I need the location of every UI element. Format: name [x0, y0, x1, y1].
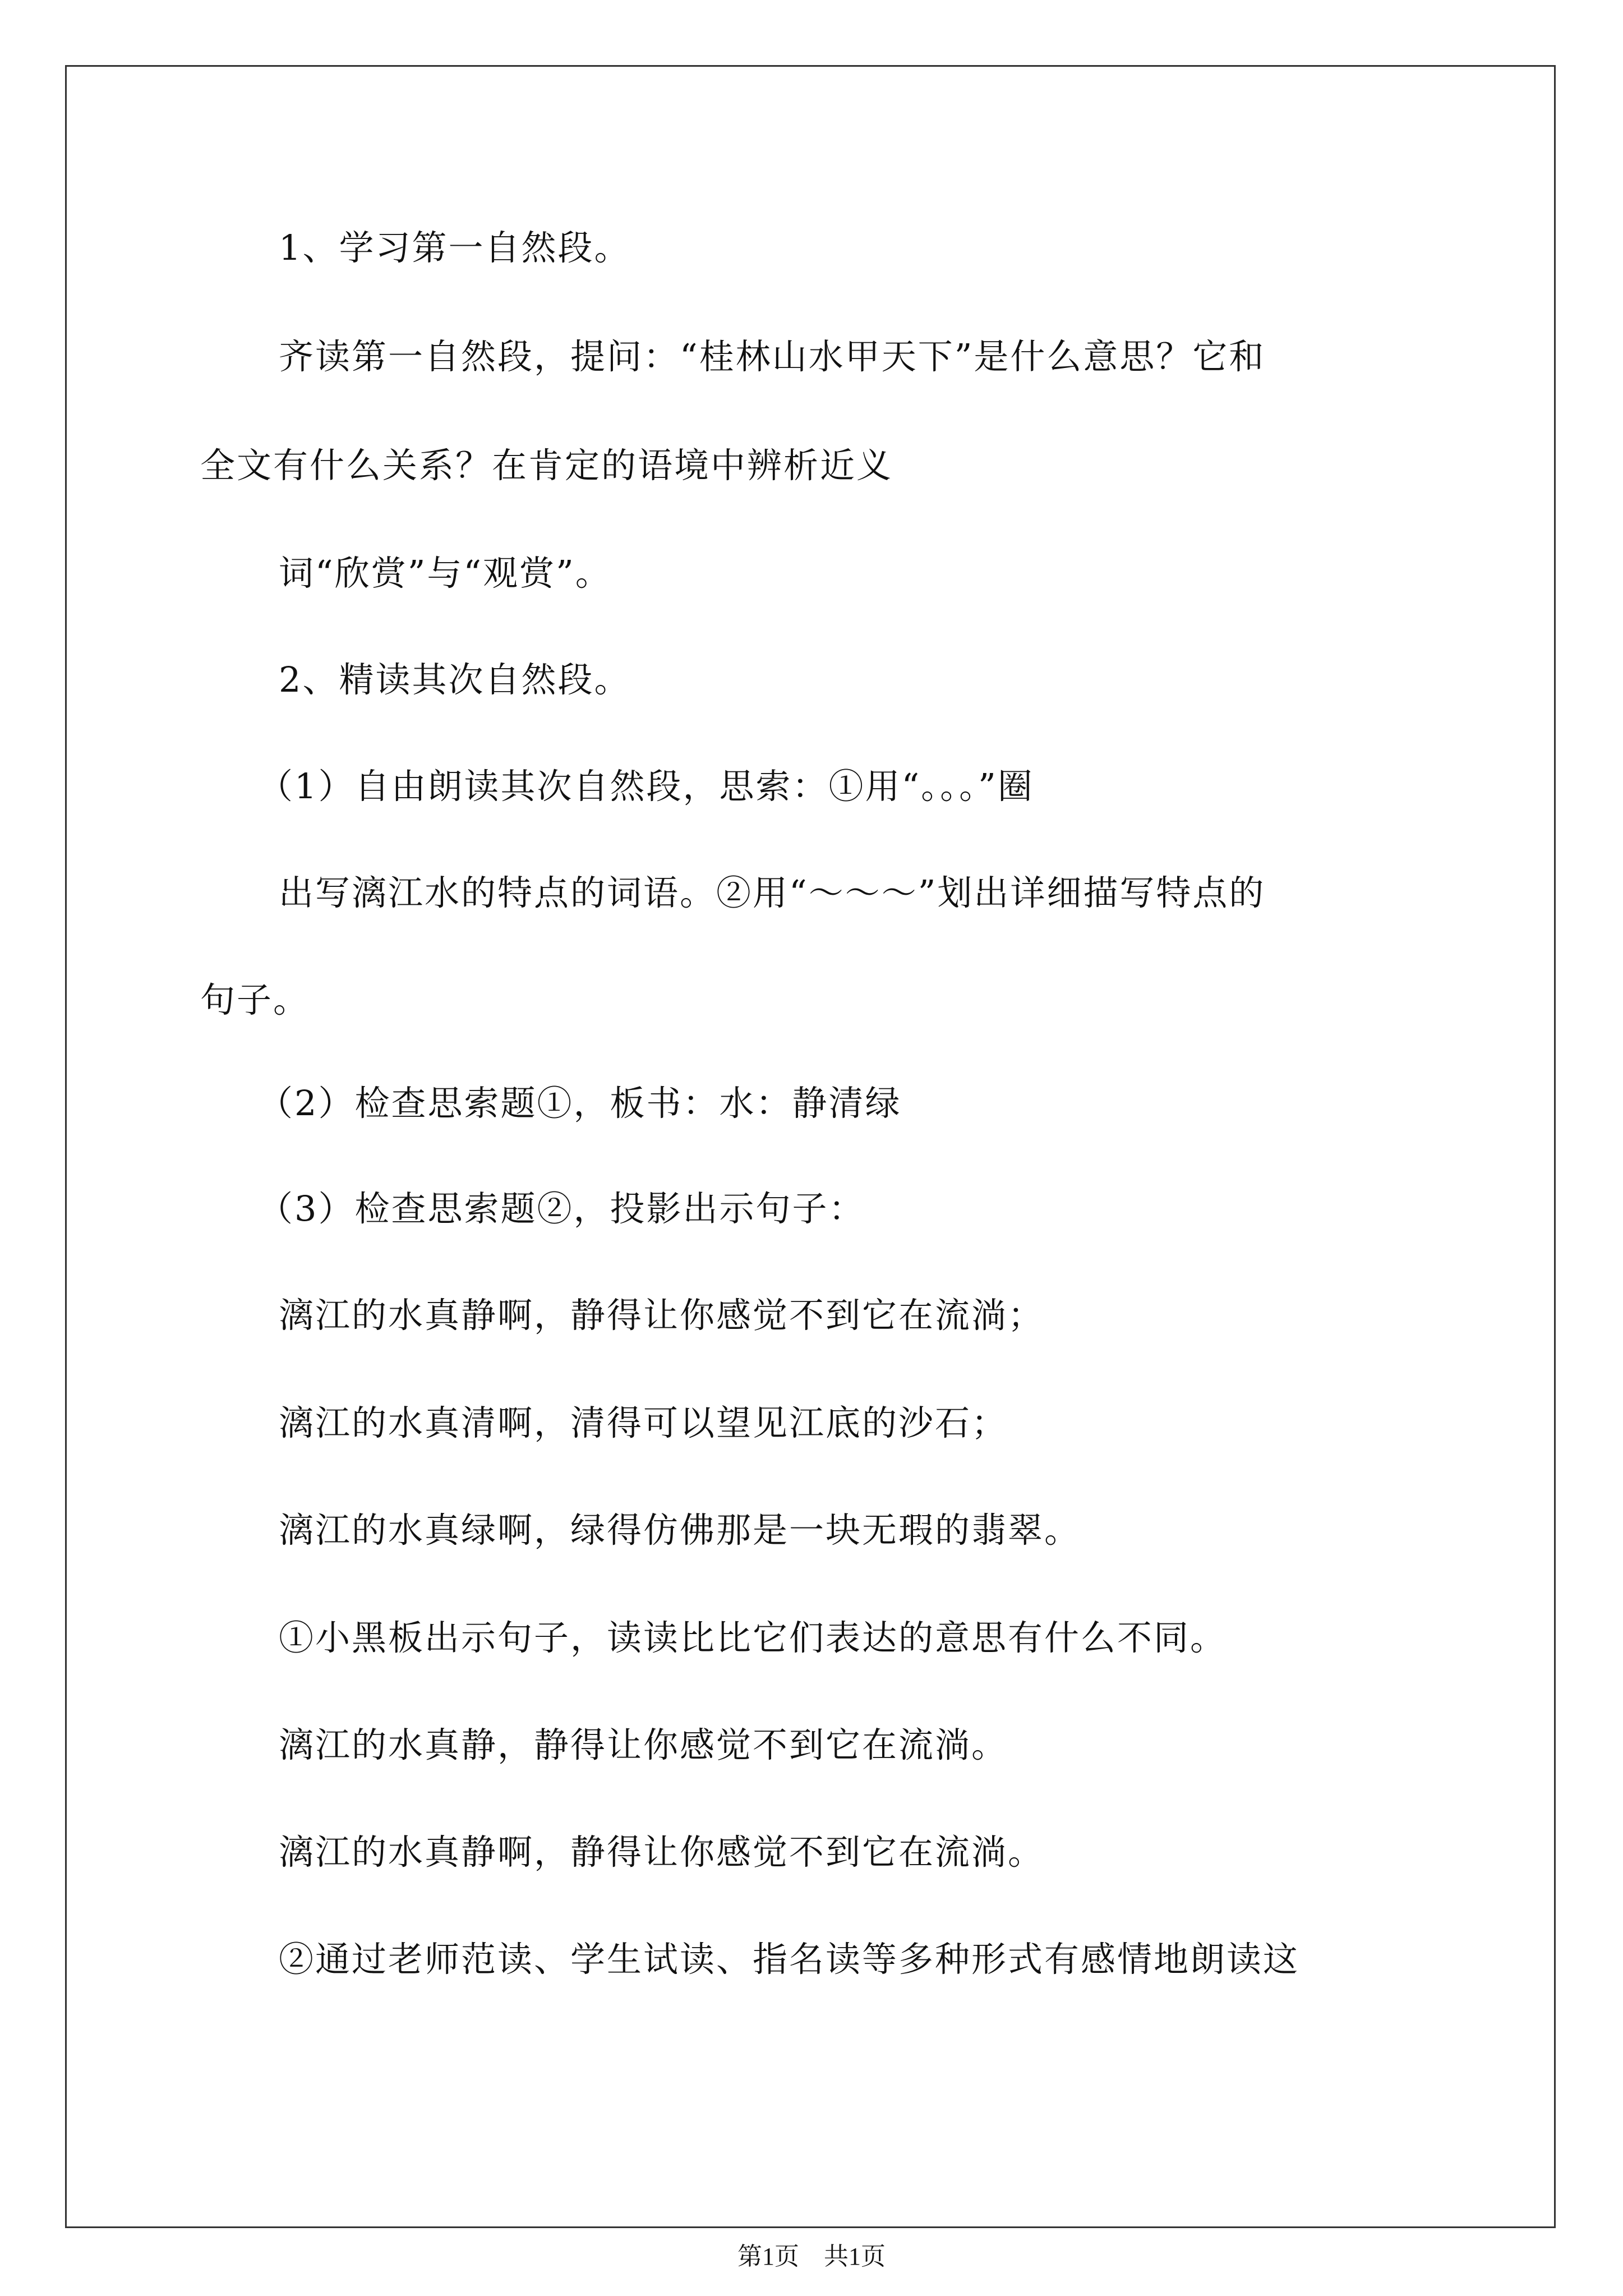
paragraph-line: 漓江的水真绿啊，绿得仿佛那是一块无瑕的翡翠。 — [279, 1510, 1081, 1550]
page-number-footer: 第1页 共1页 — [737, 2243, 886, 2270]
paragraph-line: 漓江的水真静啊，静得让你感觉不到它在流淌。 — [279, 1832, 1045, 1872]
paragraph-line: 漓江的水真静啊，静得让你感觉不到它在流淌； — [279, 1295, 1045, 1336]
paragraph-line: 齐读第一自然段，提问：“桂林山水甲天下”是什么意思？它和 — [279, 336, 1266, 377]
paragraph-line: 全文有什么关系？在肯定的语境中辨析近义 — [200, 445, 893, 486]
paragraph-line: （1）自由朗读其次自然段，思索：①用“。。。”圈 — [258, 766, 1034, 807]
paragraph-line: 漓江的水真静，静得让你感觉不到它在流淌。 — [279, 1724, 1008, 1765]
paragraph-line: （3）检查思索题②，投影出示句子： — [258, 1188, 865, 1229]
paragraph-line: 出写漓江水的特点的词语。②用“～～～”划出详细描写特点的 — [279, 872, 1266, 913]
paragraph-line: 2、精读其次自然段。 — [279, 659, 631, 700]
paragraph-line: ①小黑板出示句子，读读比比它们表达的意思有什么不同。 — [279, 1617, 1227, 1658]
paragraph-line: 词“欣赏”与“观赏”。 — [279, 553, 612, 593]
paragraph-line: （2）检查思索题①，板书：水：静清绿 — [258, 1083, 902, 1124]
paragraph-line: 句子。 — [200, 979, 310, 1020]
paragraph-line: 1、学习第一自然段。 — [279, 227, 631, 268]
paragraph-line: 漓江的水真清啊，清得可以望见江底的沙石； — [279, 1402, 1008, 1443]
paragraph-line: ②通过老师范读、学生试读、指名读等多种形式有感情地朗读这 — [279, 1939, 1300, 1980]
